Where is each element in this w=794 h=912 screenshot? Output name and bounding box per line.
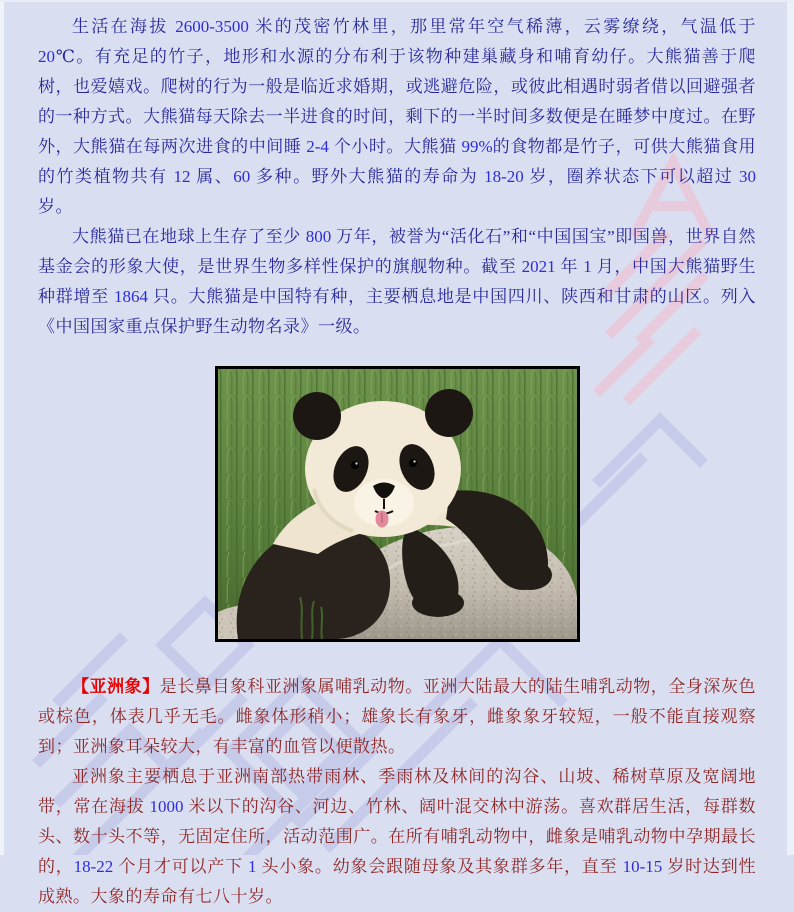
- text-segment: 个小时。大熊猫: [328, 137, 462, 156]
- paragraph-panda-habitat: [38, 12, 756, 222]
- paragraph-elephant-intro: [38, 672, 756, 762]
- text-segment: 岁，圈养状态下可以超过: [523, 167, 740, 186]
- number-segment: 2021: [521, 257, 556, 276]
- number-segment: 30: [739, 167, 757, 186]
- text-segment: 生活在海拔: [72, 17, 176, 36]
- number-segment: 1: [583, 257, 592, 276]
- number-segment: 1: [247, 857, 257, 876]
- number-segment: 20: [38, 47, 55, 66]
- text-segment: 的食物都是竹子，可供大熊猫食用的竹类植物共有: [38, 137, 757, 186]
- text-segment: 年: [555, 257, 584, 276]
- text-segment: 是长鼻目象科亚洲象属哺乳动物。亚洲大陆最大的陆生哺乳动物，全身深灰色或棕色，体表几乎无毛。雌象体形稍小；雄象长有象牙，雌象象牙较短，一般不能直接观察到；亚洲象耳朵较大，有丰富的血管以便散热。: [38, 677, 757, 756]
- text-segment: 大熊猫已在地球上生存了至少: [72, 227, 306, 246]
- paragraph-elephant-habitat: [38, 762, 756, 912]
- number-segment: 99%: [461, 137, 493, 156]
- text-segment: 岁。: [38, 197, 73, 216]
- text-segment: 米以下的沟谷、河边、竹林、阔叶混交林中游荡。喜欢群居生活，每群数头、数十头不等，无固定住所，活动范围广。在所有哺乳动物中，雌象是哺乳动物中孕期最长的，: [38, 797, 757, 876]
- text-segment: 属、: [190, 167, 234, 186]
- text-segment: 头小象。幼象会跟随母象及其象群多年，直至: [256, 857, 623, 876]
- text-segment: 只。大熊猫是中国特有种，主要栖息地是中国四川、陕西和甘肃的山区。列入《中国国家重点保护野生动物名录》一级。: [38, 287, 756, 336]
- number-segment: 1000: [149, 797, 184, 816]
- text-segment: 岁时达到性成熟。大象的寿命有七八十岁。: [38, 857, 757, 906]
- text-segment: 多种。野外大熊猫的寿命为: [250, 167, 485, 186]
- paragraph-panda-status: [38, 222, 756, 342]
- number-segment: 800: [305, 227, 332, 246]
- text-segment: 个月才可以产下: [113, 857, 248, 876]
- text-segment: ℃。有充足的竹子，地形和水源的分布利于该物种建巢藏身和哺育幼仔。大熊猫善于爬树，也爱嬉戏。爬树的行为一般是临近求婚期，或逃避危险，或彼此相遇时弱者借以回避强者的一种方式。大熊猫每天除去一半进食的时间，剩下的一半时间多数便是在睡梦中度过。在野外，大熊猫在每两次进食的中间睡: [38, 47, 756, 156]
- number-segment: 1864: [113, 287, 148, 306]
- text-segment: 万年，被誉为“活化石”和“中国国宝”即国兽，世界自然基金会的形象大使，是世界生物多样性保护的旗舰物种。截至: [38, 227, 756, 276]
- number-segment: 12: [173, 167, 191, 186]
- number-segment: 18-20: [484, 167, 524, 186]
- number-segment: 2600-3500: [175, 17, 249, 36]
- text-segment: 亚洲象主要栖息于亚洲南部热带雨林、季雨林及林间的沟谷、山坡、稀树草原及宽阔地带，常在海拔: [38, 767, 756, 816]
- text-segment: 月，中国大熊猫野生种群增至: [38, 257, 757, 306]
- number-segment: 18-22: [73, 857, 114, 876]
- section-heading-asian-elephant: 【亚洲象】: [72, 677, 160, 696]
- text-segment: 米的茂密竹林里，那里常年空气稀薄，云雾缭绕，气温低于: [248, 17, 756, 36]
- panda-illustration: [218, 369, 577, 639]
- number-segment: 10-15: [622, 857, 663, 876]
- number-segment: 2-4: [306, 137, 329, 156]
- number-segment: 60: [233, 167, 251, 186]
- panda-photo: [215, 366, 580, 642]
